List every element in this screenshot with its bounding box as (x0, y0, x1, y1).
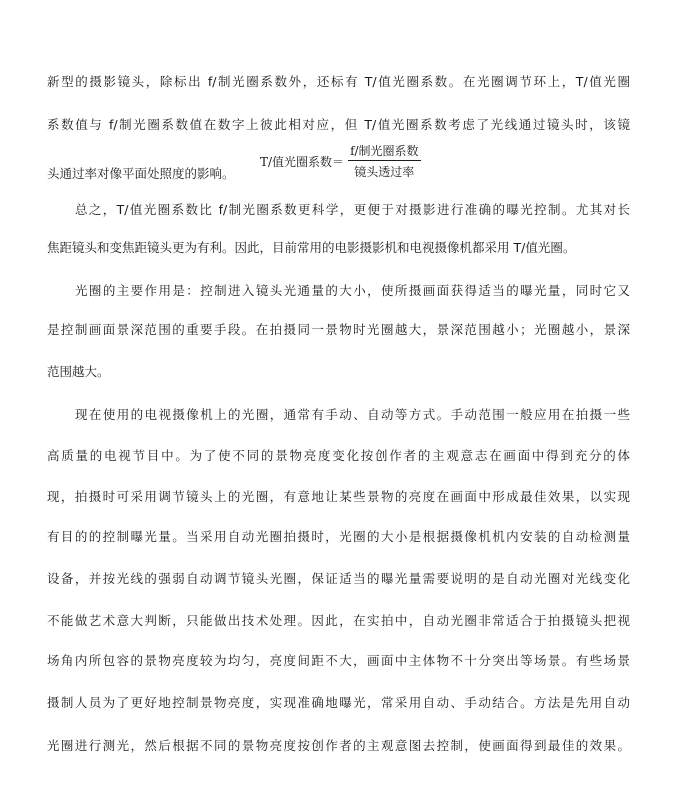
paragraph-1-line-1: 新型的摄影镜头，除标出 f/制光圈系数外，还标有 T/值光圈系数。在光圈调节环上，T/值光圈 (47, 74, 630, 89)
paragraph-1-line-3: 头通过率对像平面处照度的影响。 (47, 166, 235, 181)
formula-lhs: T/值光圈系数＝ (260, 154, 345, 169)
paragraph-4-line-5: 设备，并按光线的强弱自动调节镜头光圈，保证适当的曝光量需要说明的是自动光圈对光线变化 (47, 571, 630, 586)
paragraph-3-line-3: 范围越大。 (47, 364, 110, 379)
paragraph-2-line-1: 总之，T/值光圈系数比 f/制光圈系数更科学，更便于对摄影进行准确的曝光控制。尤其对长 (75, 202, 630, 217)
paragraph-1-line-2: 系数值与 f/制光圈系数值在数字上彼此相对应，但 T/值光圈系数考虑了光线通过镜头时，该镜 (47, 117, 630, 132)
paragraph-4-line-9: 光圈进行测光，然后根据不同的景物亮度按创作者的主观意图去控制，使画面得到最佳的效果。 (47, 738, 630, 753)
formula-numerator: f/制光圈系数 (348, 142, 421, 161)
paragraph-4-line-8: 摄制人员为了更好地控制景物亮度，实现准确地曝光，常采用自动、手动结合。方法是先用自动 (47, 695, 630, 710)
paragraph-4-line-2: 高质量的电视节目中。为了使不同的景物亮度变化按创作者的主观意志在画面中得到充分的体 (47, 448, 630, 463)
paragraph-4-line-6: 不能做艺术意大判断，只能做出技术处理。因此，在实拍中，自动光圈非常适合于拍摄镜头把视 (47, 613, 630, 628)
paragraph-4-line-7: 场角内所包容的景物亮度较为均匀，亮度间距不大，画面中主体物不十分突出等场景。有些场景 (47, 653, 630, 668)
paragraph-3-line-1: 光圈的主要作用是：控制进入镜头光通量的大小，使所摄画面获得适当的曝光量，同时它又 (75, 283, 630, 298)
formula-fraction (348, 142, 421, 180)
paragraph-3-line-2: 是控制画面景深范围的重要手段。在拍摄同一景物时光圈越大，景深范围越小；光圈越小，景深 (47, 322, 630, 337)
formula-denominator: 镜头透过率 (354, 165, 415, 179)
paragraph-4-line-1: 现在使用的电视摄像机上的光圈，通常有手动、自动等方式。手动范围一般应用在拍摄一些 (75, 407, 630, 422)
t-stop-formula (260, 143, 421, 179)
paragraph-4-line-4: 有目的的控制曝光量。当采用自动光圈拍摄时，光圈的大小是根据摄像机机内安装的自动检测量 (47, 529, 630, 544)
paragraph-2-line-2: 焦距镜头和变焦距镜头更为有利。因此，目前常用的电影摄影机和电视摄像机都采用 T/值光圈。 (47, 240, 576, 255)
paragraph-4-line-3: 现，拍摄时可采用调节镜头上的光圈，有意地让某些景物的亮度在画面中形成最佳效果，以实现 (47, 489, 630, 504)
